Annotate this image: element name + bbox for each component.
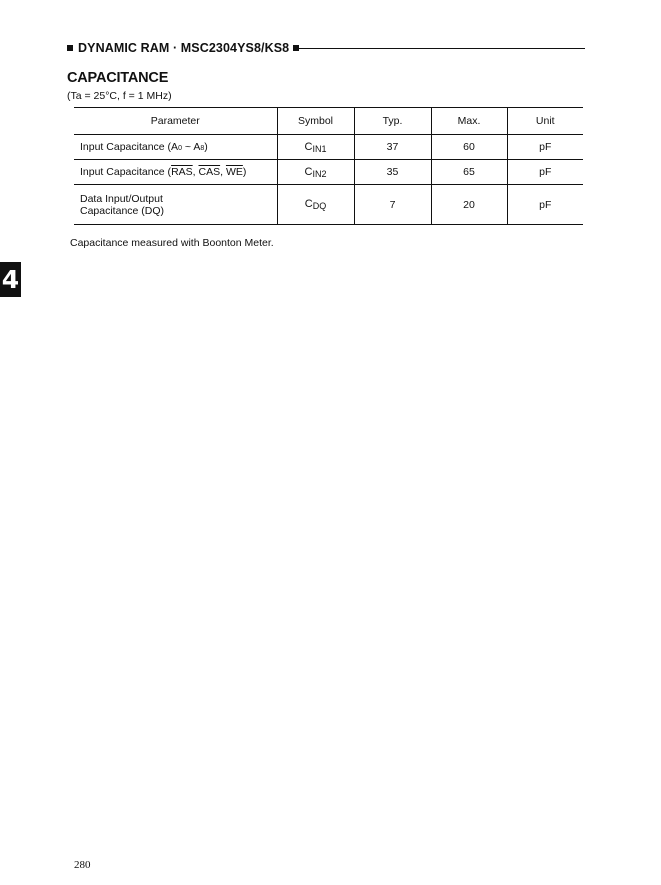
table-header-row (74, 108, 583, 135)
test-condition: (Ta = 25°C, f = 1 MHz) (67, 90, 172, 102)
parameter-cell: Data Input/Output Capacitance (DQ) (80, 192, 165, 217)
running-header (67, 41, 585, 55)
max-cell: 20 (431, 185, 507, 225)
header-rule (299, 48, 585, 49)
table-row (74, 160, 583, 185)
max-cell: 60 (431, 135, 507, 160)
page-number: 280 (74, 859, 91, 871)
column-header-max: Max. (431, 108, 507, 135)
symbol-cell: CIN1 (277, 135, 354, 160)
typ-cell: 37 (354, 135, 431, 160)
parameter-cell: Input Capacitance (A0 ~ A8) (80, 141, 208, 153)
symbol-cell: CIN2 (277, 160, 354, 185)
header-title: DYNAMIC RAM · MSC2304YS8/KS8 (78, 41, 290, 55)
square-bullet-icon (67, 45, 73, 51)
typ-cell: 7 (354, 185, 431, 225)
unit-cell: pF (507, 185, 583, 225)
unit-cell: pF (507, 160, 583, 185)
table-row (74, 135, 583, 160)
parameter-cell: Input Capacitance ($\overline{RAS}$, $\overline{CAS}$, $\overline{WE}$) (80, 166, 247, 178)
capacitance-table (74, 107, 583, 225)
table-footnote: Capacitance measured with Boonton Meter. (70, 237, 274, 249)
section-title: CAPACITANCE (67, 70, 169, 86)
unit-cell: pF (507, 135, 583, 160)
typ-cell: 35 (354, 160, 431, 185)
column-header-parameter: Parameter (150, 115, 200, 127)
column-header-symbol: Symbol (277, 108, 354, 135)
chapter-tab-marker: 4 (0, 262, 21, 297)
table-row (74, 185, 583, 225)
max-cell: 65 (431, 160, 507, 185)
column-header-typ: Typ. (354, 108, 431, 135)
symbol-cell: CDQ (277, 185, 354, 225)
column-header-unit: Unit (507, 108, 583, 135)
